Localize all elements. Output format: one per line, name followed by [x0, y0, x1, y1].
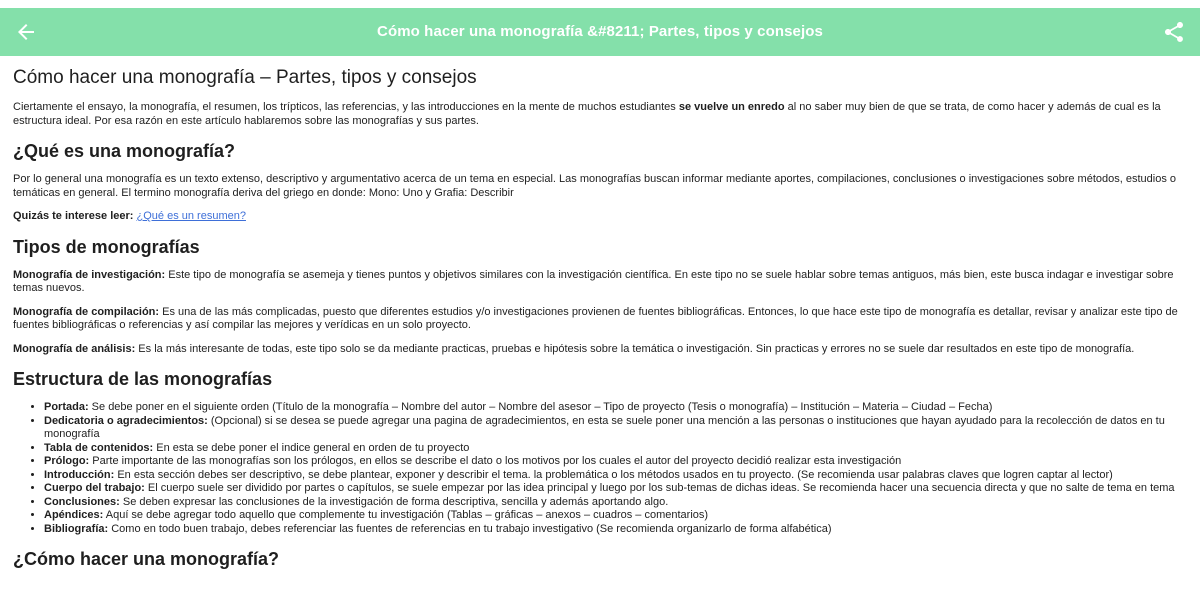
section-heading-types: Tipos de monografías: [13, 236, 200, 257]
list-item: [44, 469, 1191, 483]
intro-text-end: al no saber muy bien de que se trata, de como hacer y además de cual es la estructura ideal. Por esa razón en este artículo hablaremos sobre las monografías y sus partes.: [13, 101, 1161, 127]
list-item-text: En esta se debe poner el indice general en orden de tu proyecto: [153, 441, 470, 454]
list-item: [44, 401, 1191, 415]
type-paragraph: [13, 269, 1191, 296]
type-paragraph: [13, 306, 1191, 333]
list-item-text: Como en todo buen trabajo, debes referenciar las fuentes de referencias en tu trabajo investigativo (Se recomienda organizarlo de forma alfabética): [108, 522, 832, 535]
intro-text-start: Ciertamente el ensayo, la monografía, el resumen, los trípticos, las referencias, y las introducciones en la mente de muchos estudiantes: [13, 101, 679, 113]
type-label: Monografía de análisis:: [13, 342, 136, 355]
list-item-text: Se debe poner en el siguiente orden (Título de la monografía – Nombre del autor – Nombre del asesor – Tipo de proyecto (Tesis o monografía) – Institución – Materia – Ciudad – Fecha): [88, 401, 993, 413]
type-label: Monografía de investigación:: [13, 268, 166, 281]
list-item-text: Parte importante de las monografías son los prólogos, en ellos se describe el dato o los motivos por los cuales el autor del proyecto decidió realizar esta investigación: [89, 455, 902, 467]
list-item-label: Introducción:: [44, 468, 115, 481]
intro-bold-text: se vuelve un enredo: [678, 101, 785, 113]
section-heading-how-to: ¿Cómo hacer una monografía?: [13, 549, 280, 569]
section-heading-what-is: ¿Qué es una monografía?: [13, 141, 236, 161]
definition-paragraph: Por lo general una monografía es un texto extenso, descriptivo y argumentativo acerca de un tema en especial. Las monografías buscan informar mediante aportes, compilaciones, conclusiones o investigaciones sobre métodos, estudios o temáticas en general. El termino monografía deriva del griego en donde: Mono: Uno y Grafia: Describir: [13, 173, 1176, 199]
list-item-text: En esta sección debes ser descriptivo, se debe plantear, exponer y describir el tema. la problemática o los métodos usados en tu proyecto. (Se recomienda usar palabras claves que logren captar al lector): [114, 468, 1113, 481]
type-text: Es una de las más complicadas, puesto que diferentes estudios y/o investigaciones provienen de fuentes bibliográficas. Entonces, lo que hace este tipo de monografía es detallar, revisar y analizar este tipo de fuentes bibliográficas o referencias y así compilar las mejores y verídicas en un solo proyecto.: [13, 305, 1178, 331]
intro-paragraph: [13, 101, 1191, 128]
list-item-text: (Opcional) si se desea se puede agregar una pagina de agradecimientos, en esta se suele poner una mención a las personas o instituciones que hayan ayudado para la recolección de datos en tu monografía: [44, 414, 1165, 440]
article-title: Cómo hacer una monografía – Partes, tipos y consejos: [13, 67, 477, 88]
list-item: [44, 455, 1191, 469]
list-item-text: Aquí se debe agregar todo aquello que complemente tu investigación (Tablas – gráficas – anexos – cuadros – comentarios): [103, 509, 709, 521]
article-content: [13, 64, 1191, 581]
related-link[interactable]: ¿Qué es un resumen?: [136, 210, 246, 222]
related-label: Quizás te interese leer:: [13, 210, 134, 222]
list-item: [44, 523, 1191, 537]
type-paragraph: [13, 343, 1191, 357]
type-label: Monografía de compilación:: [13, 305, 160, 318]
section-heading-structure: Estructura de las monografías: [13, 369, 273, 389]
list-item-label: Dedicatoria o agradecimientos:: [44, 414, 208, 427]
structure-list: [13, 401, 1191, 536]
list-item-label: Prólogo:: [44, 455, 90, 467]
list-item: [44, 496, 1191, 510]
list-item-label: Portada:: [44, 401, 89, 413]
list-item-label: Cuerpo del trabajo:: [44, 482, 145, 494]
list-item: [44, 415, 1191, 442]
list-item-label: Tabla de contenidos:: [44, 441, 154, 454]
list-item-text: El cuerpo suele ser dividido por partes o capítulos, se suele empezar por las idea principal y luego por los sub-temas de dichas ideas. Se recomienda hacer una secuencia directa y que no salte de tema en tema: [144, 482, 1175, 494]
list-item: [44, 509, 1191, 523]
list-item-text: Se deben expresar las conclusiones de la investigación de forma descriptiva, sencilla y además aportando algo.: [119, 495, 669, 508]
type-text: Es la más interesante de todas, este tipo solo se da mediante practicas, pruebas e hipótesis sobre la temática o investigación. Sin practicas y errores no se suele dar resultados en este tipo de monografía.: [135, 342, 1135, 355]
list-item-label: Apéndices:: [44, 509, 104, 521]
list-item-label: Bibliografía:: [44, 522, 109, 535]
related-reading: [13, 210, 1191, 224]
share-icon[interactable]: [1162, 20, 1186, 44]
app-bar: [0, 8, 1200, 56]
list-item: [44, 442, 1191, 456]
list-item: [44, 482, 1191, 496]
app-bar-title: Cómo hacer una monografía &#8211; Partes, tipos y consejos: [377, 23, 823, 40]
type-text: Este tipo de monografía se asemeja y tienes puntos y objetivos similares con la investigación científica. En este tipo no se suele hablar sobre temas antiguos, más bien, este busca indagar e investigar sobre temas nuevos.: [13, 268, 1174, 294]
list-item-label: Conclusiones:: [44, 495, 120, 508]
